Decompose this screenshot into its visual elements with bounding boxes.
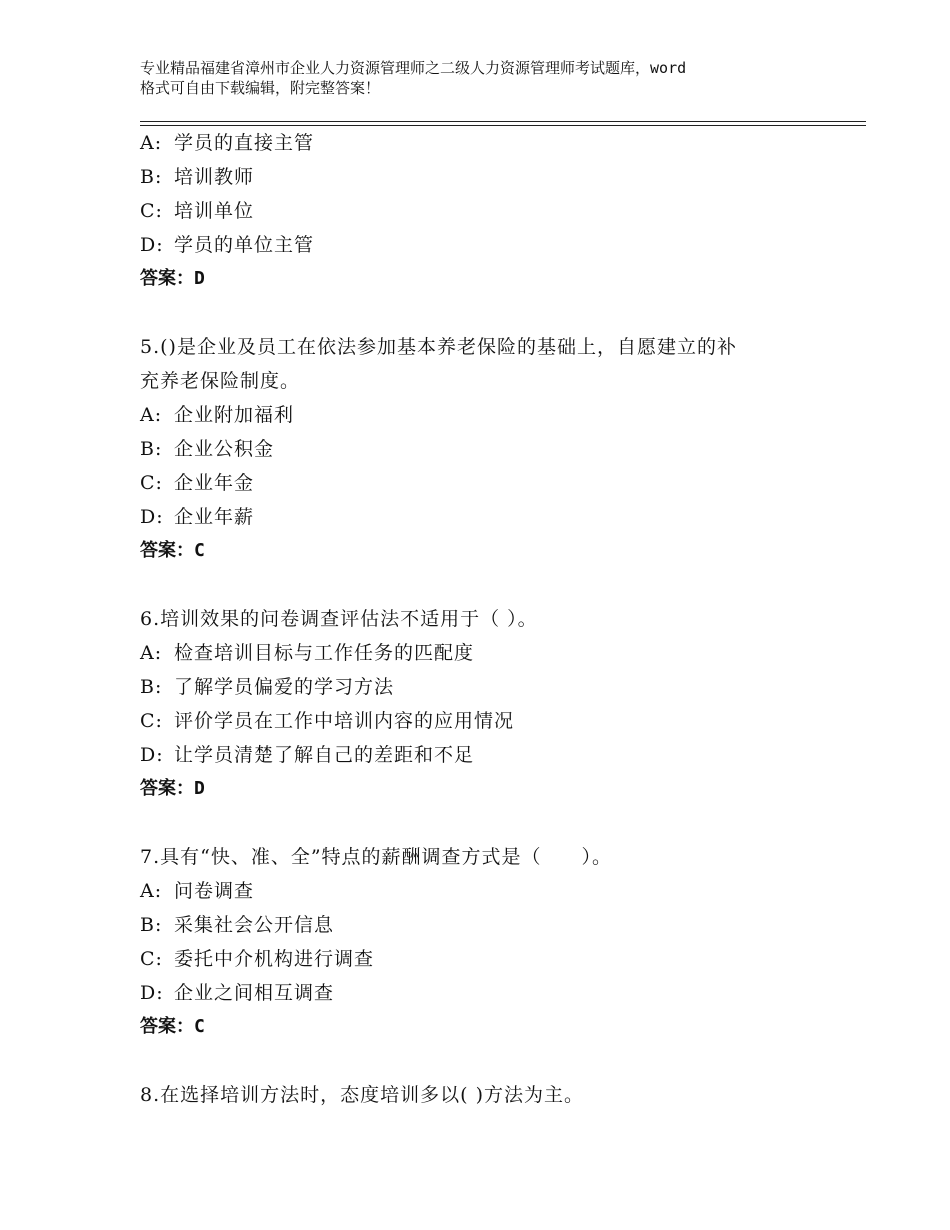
question-stem: 7.具有“快、准、全”特点的薪酬调查方式是（ ）。 [140, 846, 613, 868]
question-8 [140, 1078, 866, 1112]
header-line-2: 格式可自由下载编辑，附完整答案！ [140, 79, 381, 97]
answer: 答案：D [140, 268, 205, 289]
spacer [140, 1044, 866, 1078]
option-d: D: 企业年薪 [140, 506, 255, 528]
answer: 答案：C [140, 1016, 205, 1037]
option-a: A: 学员的直接主管 [140, 132, 315, 154]
option-d: D: 让学员清楚了解自己的差距和不足 [140, 744, 475, 766]
option-c: C: 评价学员在工作中培训内容的应用情况 [140, 710, 515, 732]
question-stem: 5.()是企业及员工在依法参加基本养老保险的基础上，自愿建立的补 [140, 336, 737, 358]
header-line-1: 专业精品福建省漳州市企业人力资源管理师之二级人力资源管理师考试题库，word [140, 59, 687, 77]
document-header [140, 58, 830, 98]
answer: 答案：D [140, 778, 205, 799]
spacer [140, 568, 866, 602]
option-c: C: 委托中介机构进行调查 [140, 948, 375, 970]
option-c: C: 培训单位 [140, 200, 255, 222]
option-b: B: 企业公积金 [140, 438, 275, 460]
spacer [140, 806, 866, 840]
question-stem-continued: 充养老保险制度。 [140, 370, 301, 392]
question-stem: 6.培训效果的问卷调查评估法不适用于（ ）。 [140, 608, 538, 630]
question-6 [140, 602, 866, 806]
question-stem: 8.在选择培训方法时，态度培训多以( )方法为主。 [140, 1084, 584, 1106]
spacer [140, 296, 866, 330]
answer: 答案：C [140, 540, 205, 561]
option-c: C: 企业年金 [140, 472, 255, 494]
option-b: B: 采集社会公开信息 [140, 914, 335, 936]
option-a: A: 问卷调查 [140, 880, 255, 902]
option-d: D: 学员的单位主管 [140, 234, 315, 256]
question-block-continued [140, 126, 866, 296]
question-list [140, 126, 866, 1112]
option-b: B: 了解学员偏爱的学习方法 [140, 676, 395, 698]
option-d: D: 企业之间相互调查 [140, 982, 335, 1004]
question-5 [140, 330, 866, 568]
header-divider-top [140, 121, 866, 122]
option-a: A: 企业附加福利 [140, 404, 295, 426]
option-b: B: 培训教师 [140, 166, 255, 188]
option-a: A: 检查培训目标与工作任务的匹配度 [140, 642, 475, 664]
question-7 [140, 840, 866, 1044]
